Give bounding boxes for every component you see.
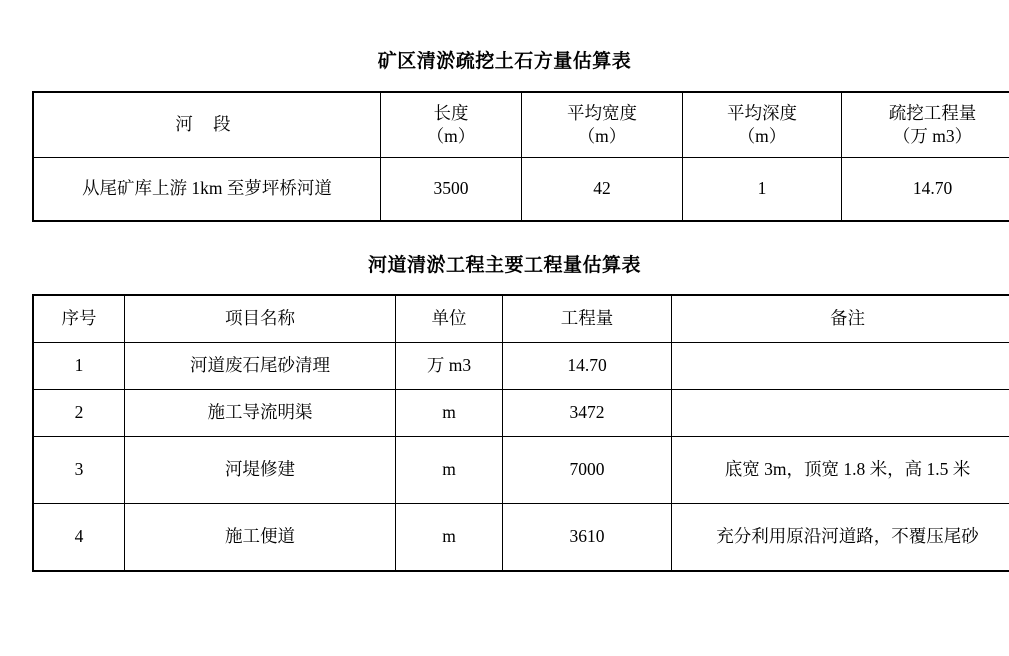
dredging-quantities-table [32, 294, 1009, 572]
cell-item-name: 施工便道 [125, 504, 396, 572]
cell-remark [672, 390, 1009, 437]
table-header-row [33, 295, 1009, 343]
header-unit: 单位 [396, 295, 503, 343]
cell-quantity: 3472 [503, 390, 672, 437]
header-index: 序号 [33, 295, 125, 343]
cell-unit: m [396, 437, 503, 504]
header-length: 长度 （m） [381, 92, 522, 158]
cell-unit: m [396, 504, 503, 572]
document-page [0, 46, 1009, 656]
cell-index: 3 [33, 437, 125, 504]
table-row [33, 504, 1009, 572]
table-row [33, 158, 1009, 222]
cell-avg-depth: 1 [683, 158, 842, 222]
table1-title: 矿区清淤疏挖土石方量估算表 [32, 46, 977, 73]
excavation-volume-table [32, 91, 1009, 222]
cell-remark [672, 343, 1009, 390]
cell-index: 4 [33, 504, 125, 572]
header-river-section: 河 段 [33, 92, 381, 158]
header-excavation-volume: 疏挖工程量 （万 m3） [842, 92, 1009, 158]
header-quantity: 工程量 [503, 295, 672, 343]
cell-index: 1 [33, 343, 125, 390]
header-avg-width: 平均宽度 （m） [522, 92, 683, 158]
cell-item-name: 河堤修建 [125, 437, 396, 504]
table-row [33, 437, 1009, 504]
cell-item-name: 河道废石尾砂清理 [125, 343, 396, 390]
header-remark: 备注 [672, 295, 1009, 343]
cell-avg-width: 42 [522, 158, 683, 222]
cell-unit: 万 m3 [396, 343, 503, 390]
cell-river-section: 从尾矿库上游 1km 至萝坪桥河道 [33, 158, 381, 222]
table-row [33, 343, 1009, 390]
cell-item-name: 施工导流明渠 [125, 390, 396, 437]
cell-remark: 底宽 3m，顶宽 1.8 米，高 1.5 米 [672, 437, 1009, 504]
cell-index: 2 [33, 390, 125, 437]
cell-quantity: 14.70 [503, 343, 672, 390]
table-header-row [33, 92, 1009, 158]
cell-volume: 14.70 [842, 158, 1009, 222]
cell-unit: m [396, 390, 503, 437]
table-row [33, 390, 1009, 437]
table2-title: 河道清淤工程主要工程量估算表 [32, 250, 977, 277]
cell-quantity: 7000 [503, 437, 672, 504]
cell-length: 3500 [381, 158, 522, 222]
cell-quantity: 3610 [503, 504, 672, 572]
cell-remark: 充分利用原沿河道路，不覆压尾砂 [672, 504, 1009, 572]
header-item-name: 项目名称 [125, 295, 396, 343]
header-avg-depth: 平均深度 （m） [683, 92, 842, 158]
